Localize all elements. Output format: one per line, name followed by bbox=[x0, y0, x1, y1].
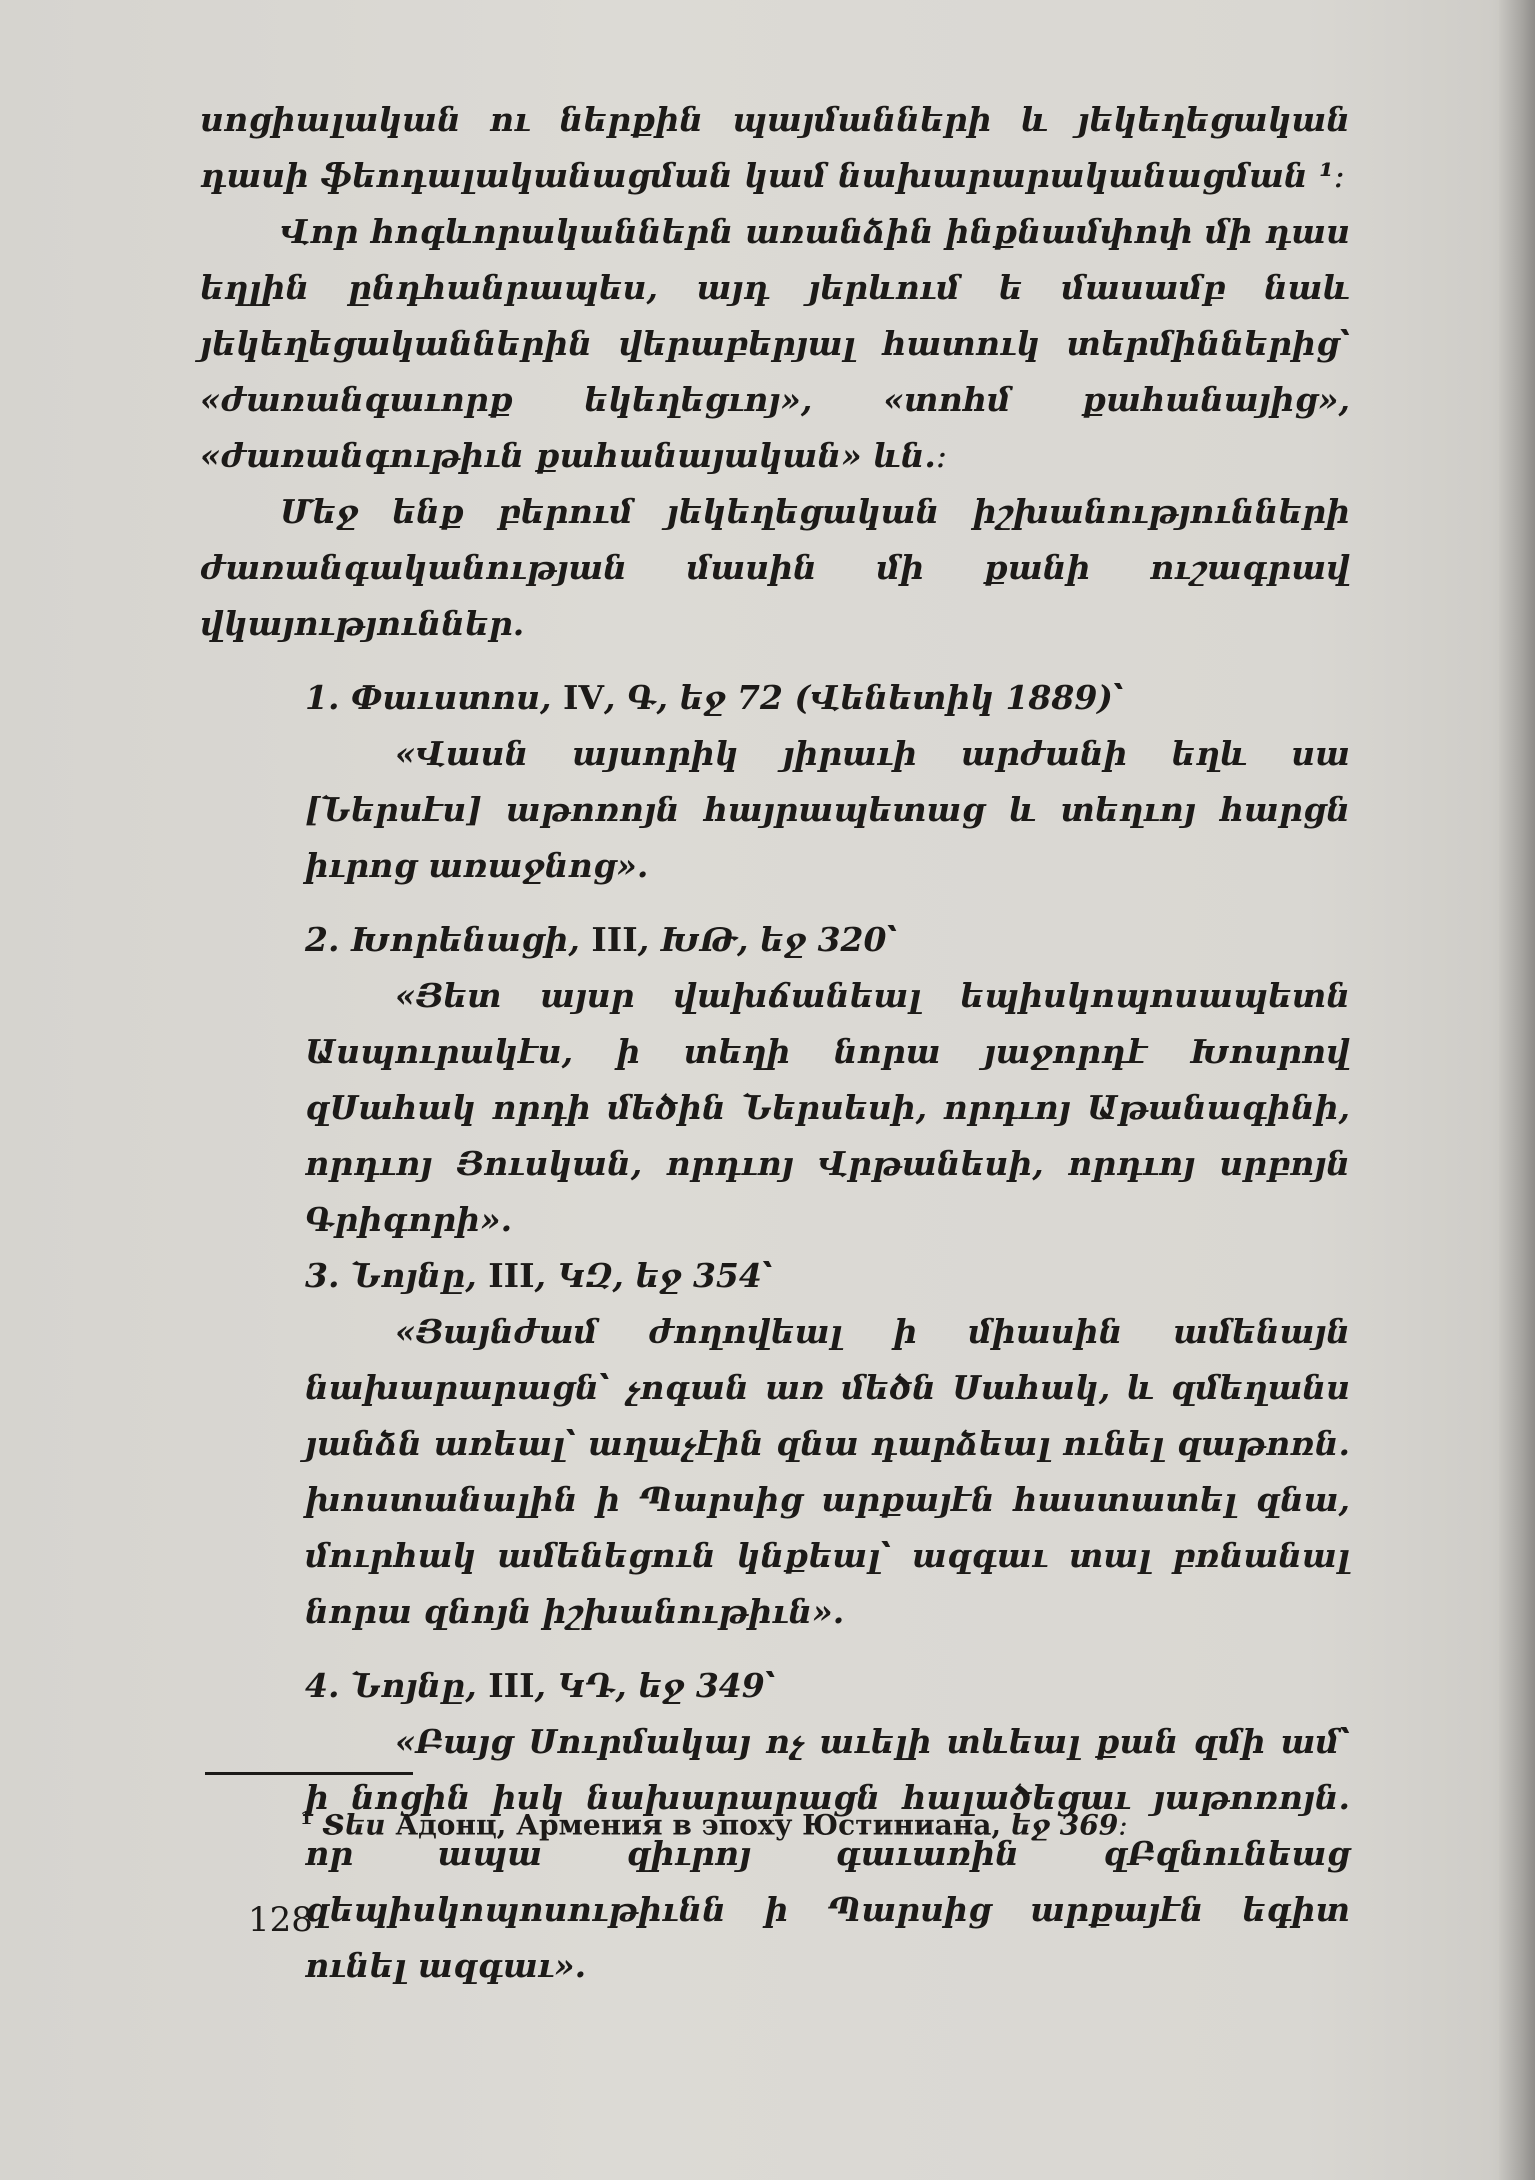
source-author: 2. Խորենացի, bbox=[305, 920, 592, 959]
source-ref: , Գ, եջ 72 (Վենետիկ 1889)՝ bbox=[604, 678, 1124, 717]
paragraph-3: Մեջ ենք բերում յեկեղեցական իշխանությունների ժառանգականության մասին մի քանի ուշագրավ վկայություններ․ bbox=[200, 492, 1350, 643]
quote-2 bbox=[305, 912, 1350, 1248]
footnote bbox=[300, 1808, 1128, 1841]
source-book: III bbox=[488, 1256, 535, 1295]
quote-3 bbox=[305, 1248, 1350, 1640]
source-ref: , ԽԹ, եջ 320՝ bbox=[637, 920, 898, 959]
quote-text: «Յայնժամ ժողովեալ ի միասին ամենայն նախարարացն՝ չոգան առ մեծն Սահակ, և զմեղանս յանձն առեալ՝ աղաչէին զնա դարձեալ ունել զաթոռն. խոստանալին ի Պարսից արքայէն հաստատել զնա, մուրհակ ամենեցուն կնքեալ՝ ազգաւ տալ բռնանալ նորա զնոյն իշխանութիւն». bbox=[305, 1312, 1350, 1631]
paragraph-1: սոցիալական ու ներքին պայմանների և յեկեղեցական դասի ֆեոդալականացման կամ նախարարականացման ¹։ bbox=[200, 100, 1350, 195]
quote-text: «Վասն այսորիկ յիրաւի արժանի եղև սա [Ներսէս] աթոռոյն հայրապետաց և տեղւոյ հարցն իւրոց առաջնոց». bbox=[305, 734, 1350, 885]
source-book: IV bbox=[562, 678, 605, 717]
quote-source bbox=[305, 912, 1350, 968]
source-ref: , ԿԶ, եջ 354՝ bbox=[534, 1256, 773, 1295]
footnote-page: եջ 369։ bbox=[1010, 1808, 1128, 1842]
footnote-marker: 1 bbox=[300, 1808, 313, 1829]
quote-source bbox=[305, 1658, 1350, 1714]
footnote-see: Տես bbox=[322, 1808, 386, 1842]
source-book: III bbox=[488, 1666, 535, 1705]
source-author: 1. Փաւստոս, bbox=[305, 678, 563, 717]
source-author: 3. Նոյնը, bbox=[305, 1256, 489, 1295]
footnote-divider bbox=[205, 1772, 413, 1775]
footnote-text: Адонц, Армения в эпоху Юстиниана, bbox=[385, 1808, 1011, 1842]
source-author: 4. Նոյնը, bbox=[305, 1666, 489, 1705]
paragraph-2: Վոր հոգևորականներն առանձին ինքնամփոփ մի դաս եղլին ընդհանրապես, այդ յերևում ե մասամբ նաև յեկեղեցականներին վերաբերյալ հատուկ տերմիններից՝ «ժառանգաւորք եկեղեցւոյ», «տոհմ քահանայից», «ժառանգութիւն քահանայական» ևն․։ bbox=[200, 212, 1350, 475]
quote-source bbox=[305, 670, 1350, 726]
quote-1 bbox=[305, 670, 1350, 894]
quote-text: «Բայց Սուրմակայ ոչ աւելի տևեալ քան զմի ամ՝ ի նոցին իսկ նախարարացն հալածեցաւ յաթոռոյն. որ ապա զիւրոյ գաւառին զԲզնունեաց զեպիսկոպոսութիւնն ի Պարսից արքայէն եգիտ ունել ազգաւ». bbox=[305, 1722, 1350, 1985]
source-book: III bbox=[591, 920, 638, 959]
quote-text: «Յետ այսր վախճանեալ եպիսկոպոսապետն Ասպուրակէս, ի տեղի նորա յաջորդէ Խոսրով զՍահակ որդի մեծին Ներսեսի, որդւոյ Աթանագինի, որդւոյ Յուսկան, որդւոյ Վրթանեսի, որդւոյ սրբոյն Գրիգորի». bbox=[305, 976, 1350, 1239]
source-ref: , ԿԴ, եջ 349՝ bbox=[534, 1666, 776, 1705]
quote-source bbox=[305, 1248, 1350, 1304]
main-text bbox=[200, 92, 1350, 1994]
page-number: 128 bbox=[248, 1900, 313, 1940]
book-spine bbox=[1499, 0, 1535, 2180]
